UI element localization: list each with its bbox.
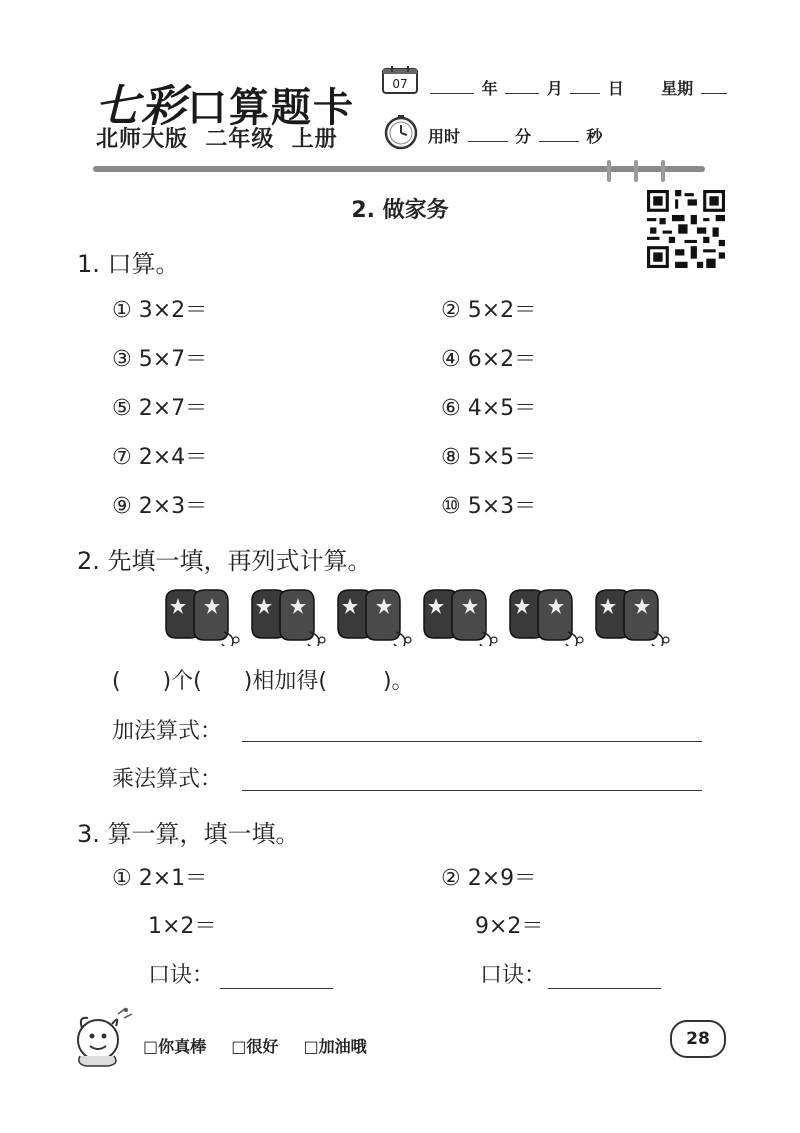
rating-great[interactable]: □你真棒 [143,1037,207,1056]
multiplication-answer-line[interactable] [242,790,702,791]
time-label: 用时 [428,127,461,146]
page-number: 28 [670,1020,726,1058]
year-blank[interactable] [430,79,474,94]
seconds-label: 秒 [586,127,603,146]
time-line [428,124,602,147]
multiplication-label: 乘法算式： [112,767,223,792]
rhyme-answer-line[interactable] [548,988,661,989]
day-label: 日 [607,79,624,98]
section3-title: 3. 算一算，填一填。 [77,820,300,848]
rhyme-label: 口诀： [148,963,215,988]
day-blank[interactable] [570,79,600,94]
exercise-item: 9×2＝ [475,914,544,939]
minutes-label: 分 [515,127,532,146]
addition-label: 加法算式： [112,719,223,744]
section2-title: 2. 先填一填，再列式计算。 [77,547,372,575]
rating-keep-going[interactable]: □加油哦 [303,1037,367,1056]
calendar-day: 07 [392,77,408,91]
binder-ring-icon [607,160,611,182]
brand-rest: 口算题卡 [187,84,355,131]
weekday-blank[interactable] [701,79,727,94]
exercise-item: ④ 6×2＝ [441,347,537,372]
exercise-item: ⑩ 5×3＝ [441,494,537,519]
binder-ring-icon [661,160,665,182]
mitten-pair [338,590,411,646]
mitten-pair [596,590,669,646]
addition-answer-line[interactable] [242,741,702,742]
fill-text: )相加得( [243,669,327,694]
header-divider [93,166,705,172]
exercise-item: ⑤ 2×7＝ [112,396,208,421]
rating-options [143,1034,367,1057]
edition-label: 北师大版 二年级 上册 [96,127,338,152]
exercise-item: ③ 5×7＝ [112,347,208,372]
seconds-blank[interactable] [539,127,579,142]
rhyme-answer-line[interactable] [220,988,333,989]
exercise-item: ⑦ 2×4＝ [112,445,208,470]
fill-text: )个( [162,669,202,694]
year-label: 年 [481,79,498,98]
mitten-pair [166,590,239,646]
clock-icon [383,114,419,150]
mitten-pair [252,590,325,646]
minutes-blank[interactable] [468,127,508,142]
exercise-item: ① 2×1＝ [112,866,208,891]
month-blank[interactable] [505,79,539,94]
mittens-illustration [160,584,680,646]
exercise-item: ⑥ 4×5＝ [441,396,537,421]
date-line [428,76,729,99]
fill-text: ( [112,669,121,694]
exercise-item: ② 2×9＝ [441,866,537,891]
mascot-icon [68,1004,138,1070]
rating-good[interactable]: □很好 [231,1037,279,1056]
calendar-icon [382,66,418,94]
fill-in-sentence [112,664,414,695]
exercise-item: 1×2＝ [148,914,217,939]
mitten-pair [424,590,497,646]
exercise-item: ② 5×2＝ [441,298,537,323]
exercise-item: ⑧ 5×5＝ [441,445,537,470]
fill-text: )。 [382,669,414,694]
month-label: 月 [546,79,563,98]
section1-title: 1. 口算。 [77,250,180,278]
exercise-item: ① 3×2＝ [112,298,208,323]
lesson-title: 2. 做家务 [351,198,449,223]
exercise-item: ⑨ 2×3＝ [112,494,208,519]
mitten-pair [510,590,583,646]
weekday-label: 星期 [661,79,694,98]
rhyme-label: 口诀： [480,963,547,988]
binder-ring-icon [634,160,638,182]
brand-first: 七彩 [95,81,187,132]
